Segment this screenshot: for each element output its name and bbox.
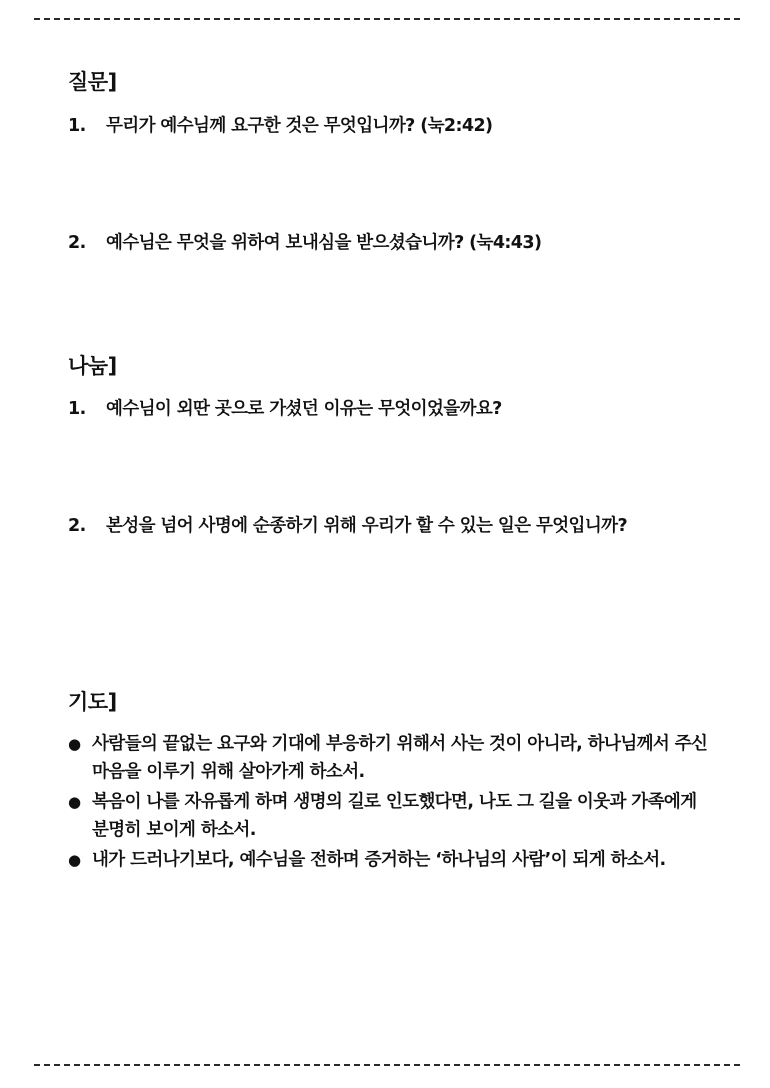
question-text: 무리가 예수님께 요구한 것은 무엇입니까? (눅2:42): [106, 116, 493, 136]
bullet-icon: ●: [68, 735, 81, 753]
prayer-text: 내가 드러나기보다, 예수님을 전하며 증거하는 ‘하나님의 사람’이 되게 하소서.: [92, 850, 666, 870]
sharing-item-2: [68, 512, 708, 540]
question-number: 2.: [68, 233, 86, 253]
prayer-item-3: [68, 846, 708, 874]
prayer-text: 복음이 나를 자유롭게 하며 생명의 길로 인도했다면, 나도 그 길을 이웃과 가족에게 분명히 보이게 하소서.: [92, 792, 697, 840]
top-divider: [34, 18, 740, 20]
bullet-icon: ●: [68, 851, 81, 869]
prayer-heading: 기도]: [68, 690, 117, 714]
question-number: 1.: [68, 116, 86, 136]
question-item-1: [68, 112, 708, 140]
questions-heading: 질문]: [68, 70, 117, 94]
sharing-text: 예수님이 외딴 곳으로 가셨던 이유는 무엇이었을까요?: [106, 399, 502, 419]
sharing-number: 1.: [68, 399, 86, 419]
prayer-item-2: [68, 788, 708, 844]
sharing-text: 본성을 넘어 사명에 순종하기 위해 우리가 할 수 있는 일은 무엇입니까?: [106, 516, 628, 536]
bottom-divider: [34, 1064, 740, 1066]
sharing-number: 2.: [68, 516, 86, 536]
question-item-2: [68, 229, 708, 257]
question-text: 예수님은 무엇을 위하여 보내심을 받으셨습니까? (눅4:43): [106, 233, 542, 253]
prayer-item-1: [68, 730, 708, 786]
prayer-text: 사람들의 끝없는 요구와 기대에 부응하기 위해서 사는 것이 아니라, 하나님께서 주신 마음을 이루기 위해 살아가게 하소서.: [92, 734, 708, 782]
sharing-item-1: [68, 395, 708, 423]
bullet-icon: ●: [68, 793, 81, 811]
sharing-heading: 나눔]: [68, 354, 117, 378]
prayer-list: [68, 730, 708, 876]
